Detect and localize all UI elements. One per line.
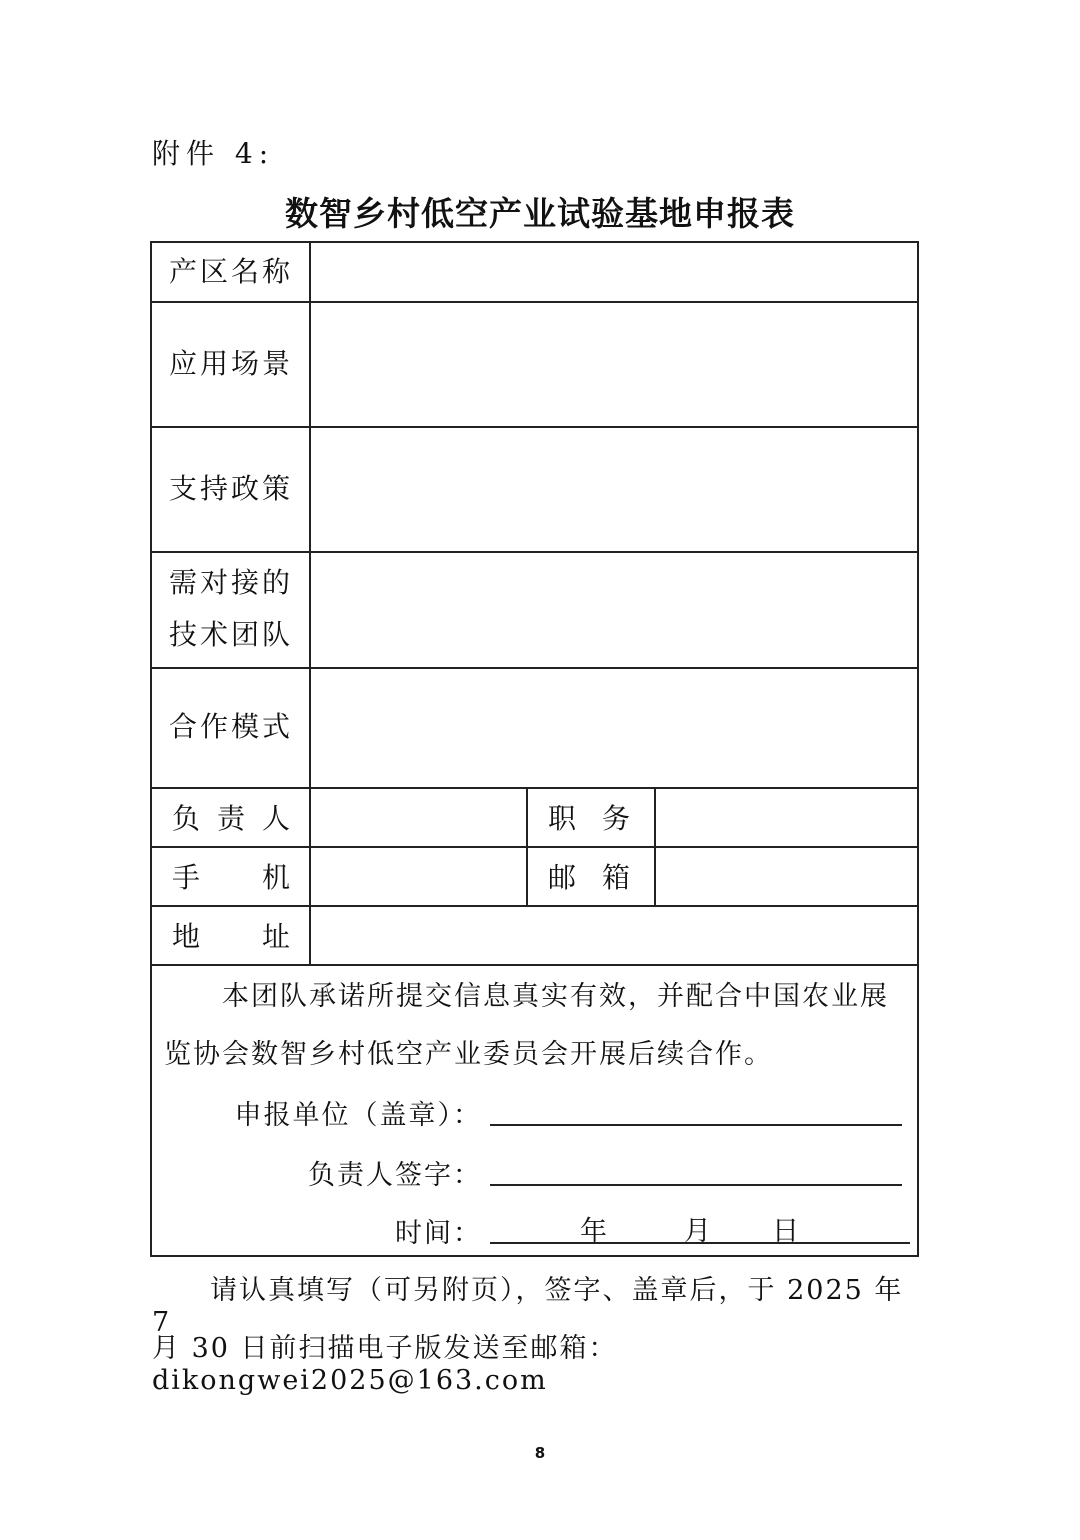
- application-scenario-label: 应用场景: [168, 346, 293, 380]
- mobile-label: 手 机: [172, 860, 290, 894]
- row-divider: [152, 964, 917, 966]
- applicant-unit-label: 申报单位（盖章）：: [234, 1100, 482, 1131]
- applicant-unit-line: [490, 1124, 902, 1126]
- district-name-label: 产区名称: [168, 255, 293, 288]
- signature-line: [490, 1184, 902, 1186]
- form-title: 数智乡村低空产业试验基地申报表: [285, 194, 795, 233]
- middle-column-divider: [526, 787, 528, 907]
- email-label: 邮 箱: [548, 860, 630, 894]
- attachment-label: 附件 4:: [152, 137, 275, 170]
- pledge-line-1: 本团队承诺所提交信息真实有效，并配合中国农业展: [222, 981, 889, 1012]
- year-label: 年: [580, 1216, 607, 1247]
- month-label: 月: [684, 1216, 711, 1247]
- position-label: 职 务: [548, 801, 630, 835]
- application-form-table: [150, 241, 919, 1257]
- submission-note-line-1: 请认真填写（可另附页），签字、盖章后，于 2025 年 7: [152, 1275, 904, 1338]
- cooperation-mode-label: 合作模式: [168, 710, 293, 743]
- time-label: 时间：: [395, 1218, 482, 1249]
- address-label: 地 址: [172, 919, 290, 953]
- pledge-text: [164, 968, 914, 1084]
- support-policy-label: 支持政策: [168, 471, 293, 505]
- pledge-line-2: 览协会数智乡村低空产业委员会开展后续合作。: [164, 1039, 773, 1070]
- signature-label: 负责人签字：: [308, 1160, 482, 1191]
- submission-note-line-2: 月 30 日前扫描电子版发送至邮箱：dikongwei2025@163.com: [152, 1333, 618, 1396]
- person-in-charge-label: 负 责 人: [172, 801, 290, 835]
- tech-team-label: 需对接的 技术团队: [168, 566, 293, 651]
- value-column-divider: [654, 787, 656, 907]
- page-number: 8: [534, 1444, 546, 1462]
- day-label: 日: [772, 1216, 799, 1247]
